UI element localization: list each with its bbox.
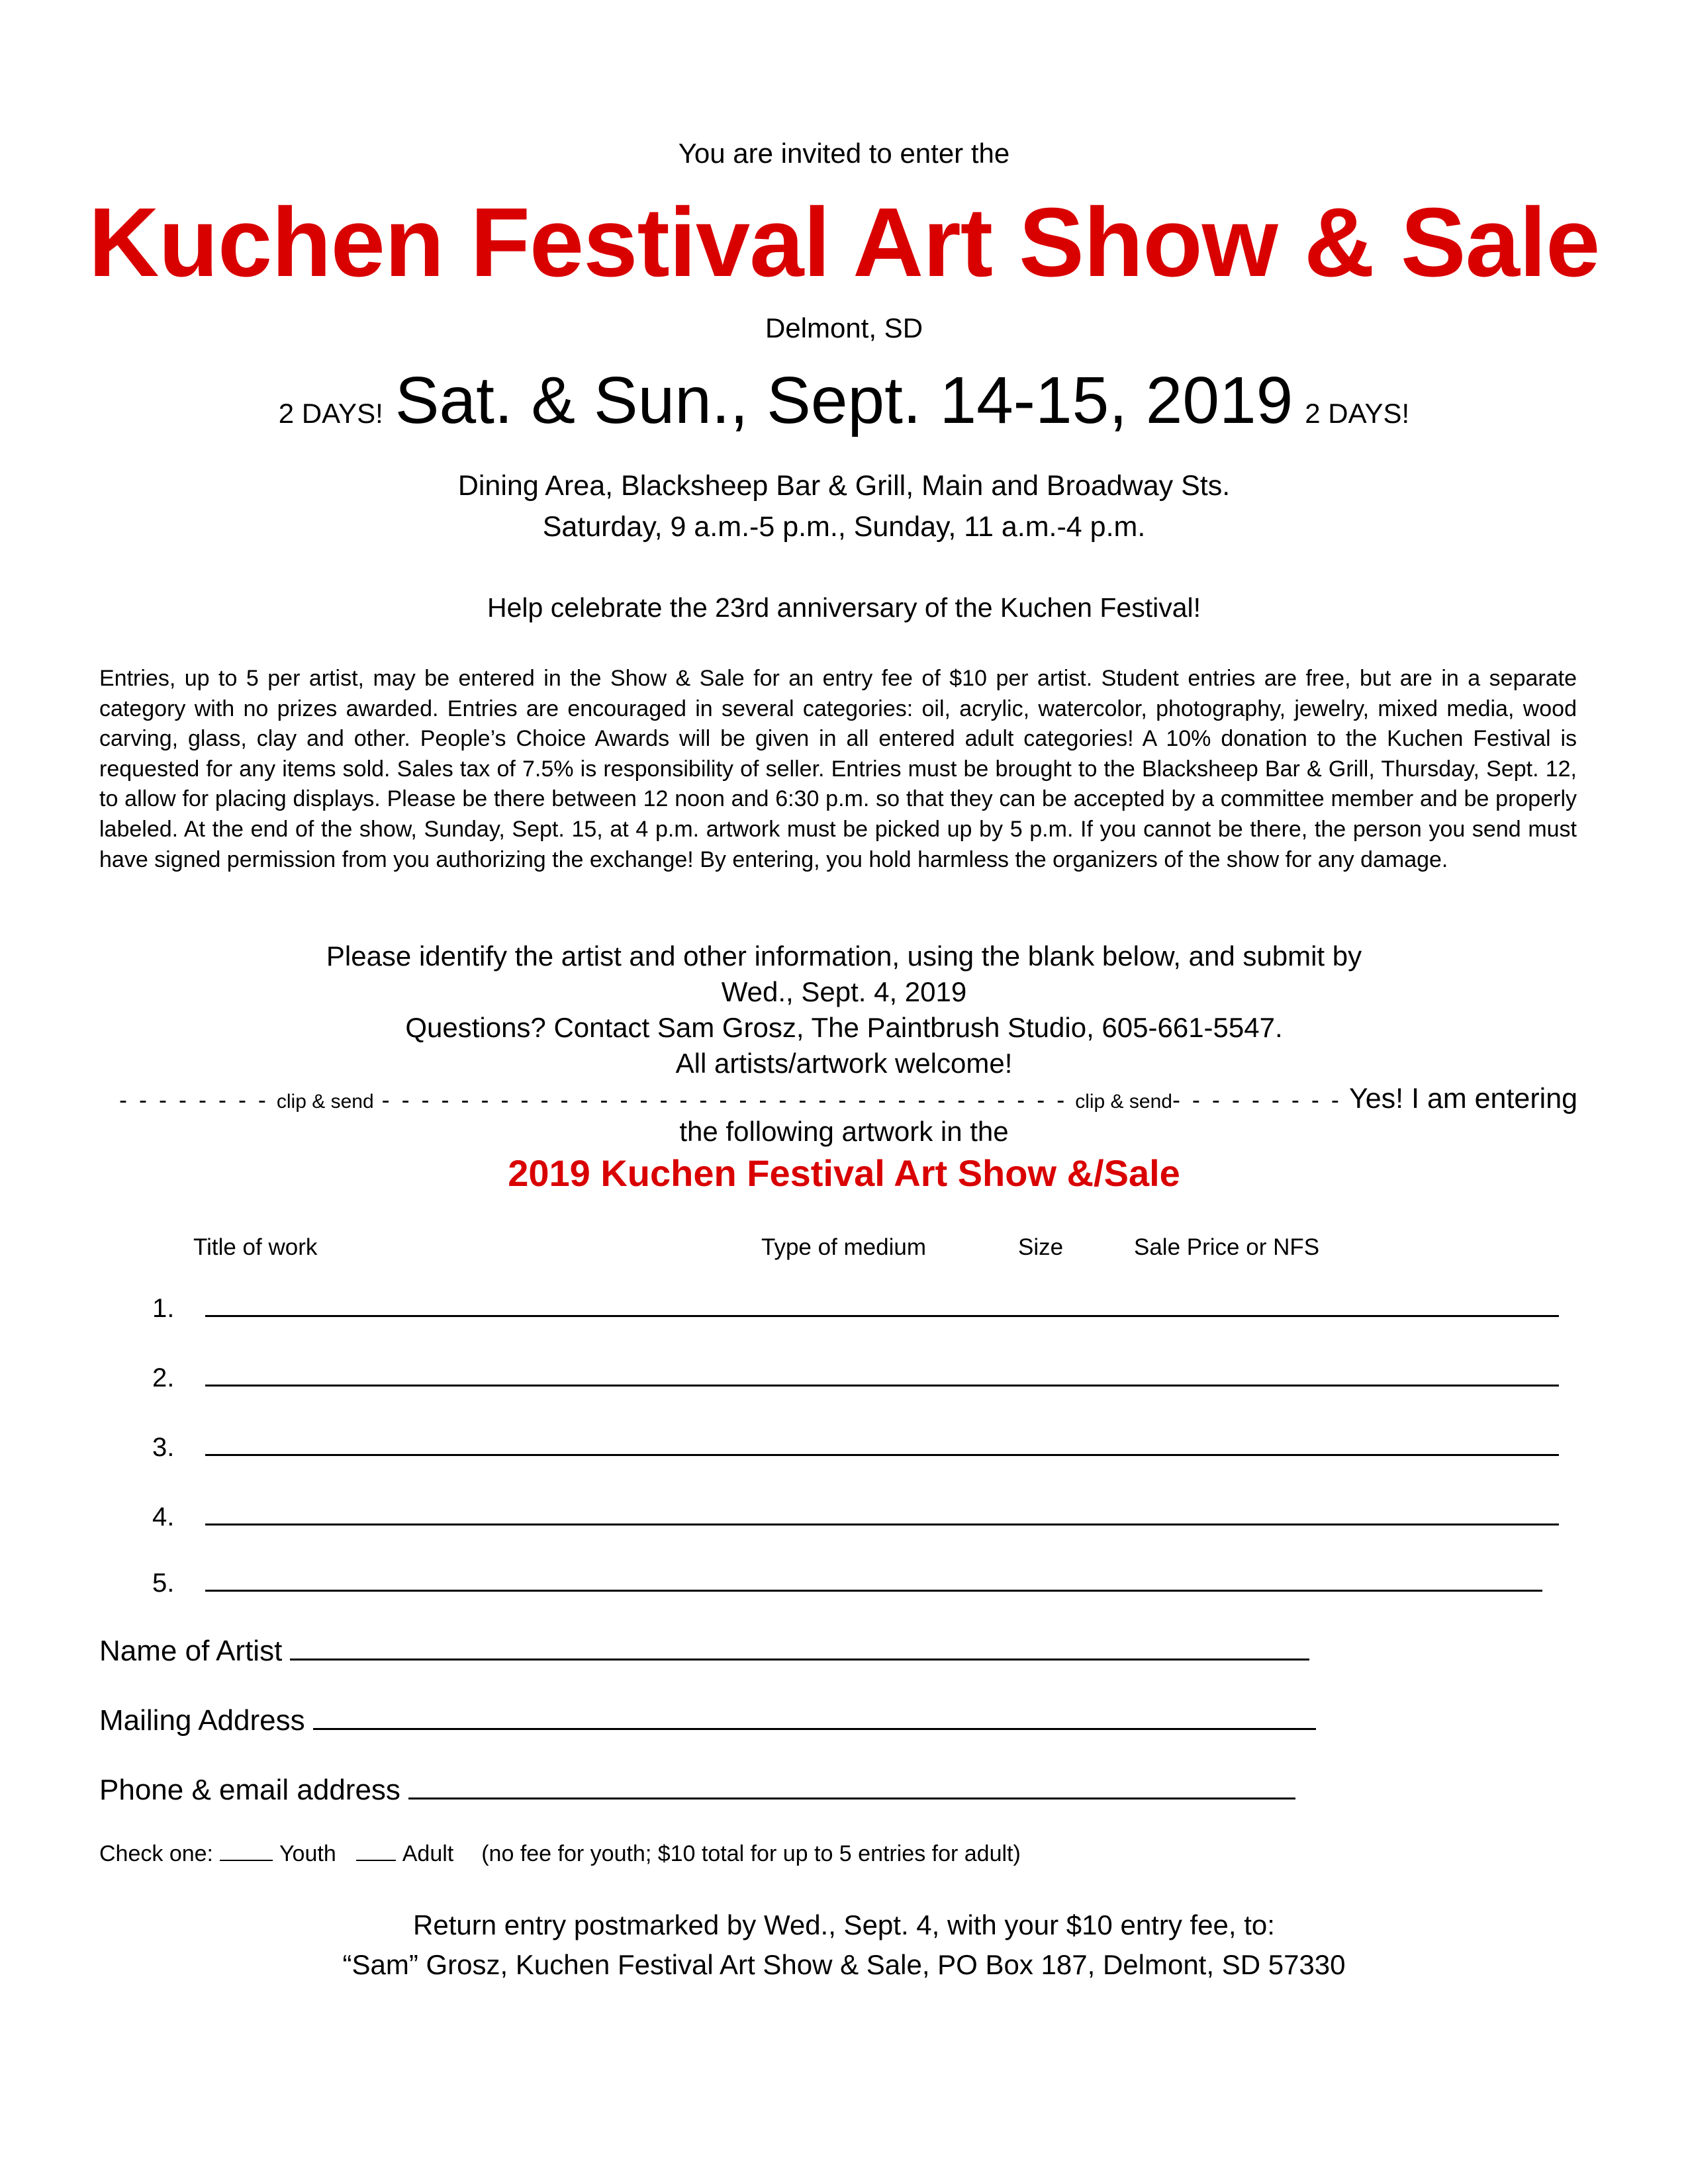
form-subheading: 2019 Kuchen Festival Art Show &/Sale bbox=[508, 1152, 1180, 1194]
dashes-mid: - - - - - - - - - - - - - - - - - - - - - - - - - - - - - - - - - - - bbox=[381, 1086, 1068, 1113]
submit-deadline: Wed., Sept. 4, 2019 bbox=[721, 976, 967, 1007]
artwork-entry-line-2[interactable] bbox=[205, 1365, 1559, 1387]
clip-label-right: clip & send bbox=[1075, 1091, 1172, 1113]
artist-name-label: Name of Artist bbox=[99, 1635, 283, 1667]
event-dates: Sat. & Sun., Sept. 14-15, 2019 bbox=[395, 363, 1293, 437]
phone-email-field bbox=[99, 1774, 1295, 1807]
adult-checkbox[interactable] bbox=[356, 1843, 396, 1861]
venue: Dining Area, Blacksheep Bar & Grill, Main and Broadway Sts. bbox=[457, 470, 1231, 502]
artwork-row-4 bbox=[152, 1502, 1559, 1532]
col-size: Size bbox=[1018, 1234, 1064, 1260]
return-instructions: Return entry postmarked by Wed., Sept. 4, with your $10 entry fee, to: bbox=[413, 1909, 1275, 1940]
phone-email-label: Phone & email address bbox=[99, 1774, 400, 1806]
adult-label: Adult bbox=[402, 1841, 454, 1866]
anniversary-note: Help celebrate the 23rd anniversary of the Kuchen Festival! bbox=[487, 592, 1201, 623]
artwork-row-2 bbox=[152, 1363, 1559, 1393]
youth-checkbox[interactable] bbox=[220, 1843, 273, 1861]
hours: Saturday, 9 a.m.-5 p.m., Sunday, 11 a.m.-4 p.m. bbox=[542, 511, 1146, 543]
following-text: the following artwork in the bbox=[679, 1116, 1009, 1147]
page-title: Kuchen Festival Art Show & Sale bbox=[88, 188, 1600, 297]
mailing-address-line[interactable] bbox=[313, 1704, 1316, 1730]
row-number: 1. bbox=[152, 1294, 175, 1323]
days-badge-right: 2 DAYS! bbox=[1305, 398, 1410, 429]
row-number: 2. bbox=[152, 1363, 175, 1392]
mailing-address-field bbox=[99, 1704, 1316, 1737]
artwork-entry-line-5[interactable] bbox=[205, 1570, 1542, 1592]
dashes-left: - - - - - - - - bbox=[119, 1086, 269, 1113]
clip-label-left: clip & send bbox=[276, 1091, 374, 1113]
artist-name-field bbox=[99, 1635, 1309, 1668]
artwork-row-5 bbox=[152, 1569, 1542, 1598]
artwork-row-3 bbox=[152, 1433, 1559, 1463]
submit-block bbox=[0, 938, 1688, 1081]
col-title-of-work: Title of work bbox=[193, 1234, 318, 1260]
row-number: 5. bbox=[152, 1569, 175, 1598]
youth-label: Youth bbox=[279, 1841, 336, 1866]
entering-text: Yes! I am entering bbox=[1349, 1083, 1578, 1115]
fee-note: (no fee for youth; $10 total for up to 5 entries for adult) bbox=[481, 1841, 1021, 1866]
dashes-right: - - - - - - - - - bbox=[1172, 1086, 1342, 1113]
artwork-entry-line-4[interactable] bbox=[205, 1504, 1559, 1525]
artist-name-line[interactable] bbox=[290, 1635, 1309, 1661]
artwork-row-1 bbox=[152, 1294, 1559, 1324]
col-type-of-medium: Type of medium bbox=[761, 1234, 926, 1260]
location: Delmont, SD bbox=[765, 312, 923, 343]
intro-text: You are invited to enter the bbox=[678, 138, 1010, 169]
mailing-destination: “Sam” Grosz, Kuchen Festival Art Show & Sale, PO Box 187, Delmont, SD 57330 bbox=[342, 1949, 1346, 1980]
row-number: 3. bbox=[152, 1433, 175, 1462]
check-one-row bbox=[99, 1841, 1021, 1867]
rules-paragraph: Entries, up to 5 per artist, may be entered in the Show & Sale for an entry fee of $10 per artist. Student entries are free, but are in a separate category with no prizes awarded. Entries are encouraged in several categories: oil, acrylic, watercolor, photography, jewelry, mixed media, wood carving, glass, clay and other. People’s Choice Awards will be given in all entered adult categories! A 10% donation to the Kuchen Festival is requested for any items sold. Sales tax of 7.5% is responsibility of seller. Entries must be brought to the Blacksheep Bar & Grill, Thursday, Sept. 12, to allow for placing displays. Please be there between 12 noon and 6:30 p.m. so that they can be accepted by a committee member and be properly labeled. At the end of the show, Sunday, Sept. 15, at 4 p.m. artwork must be picked up by 5 p.m. If you cannot be there, the person you send must have signed permission from you authorizing the exchange! By entering, you hold harmless the organizers of the show for any damage. bbox=[99, 666, 1577, 872]
artwork-entry-line-1[interactable] bbox=[205, 1295, 1559, 1317]
check-one-label: Check one: bbox=[99, 1841, 213, 1866]
days-badge-left: 2 DAYS! bbox=[278, 398, 383, 429]
col-sale-price: Sale Price or NFS bbox=[1134, 1234, 1320, 1260]
mailing-address-label: Mailing Address bbox=[99, 1704, 305, 1737]
phone-email-line[interactable] bbox=[408, 1774, 1295, 1799]
artwork-entry-line-3[interactable] bbox=[205, 1434, 1559, 1456]
contact-info: Questions? Contact Sam Grosz, The Paintbrush Studio, 605-661-5547. bbox=[405, 1012, 1283, 1043]
date-line bbox=[0, 363, 1688, 439]
welcome-note: All artists/artwork welcome! bbox=[675, 1048, 1013, 1079]
submit-instructions: Please identify the artist and other information, using the blank below, and submit by bbox=[326, 940, 1362, 972]
row-number: 4. bbox=[152, 1502, 175, 1531]
clip-line bbox=[119, 1083, 1578, 1115]
